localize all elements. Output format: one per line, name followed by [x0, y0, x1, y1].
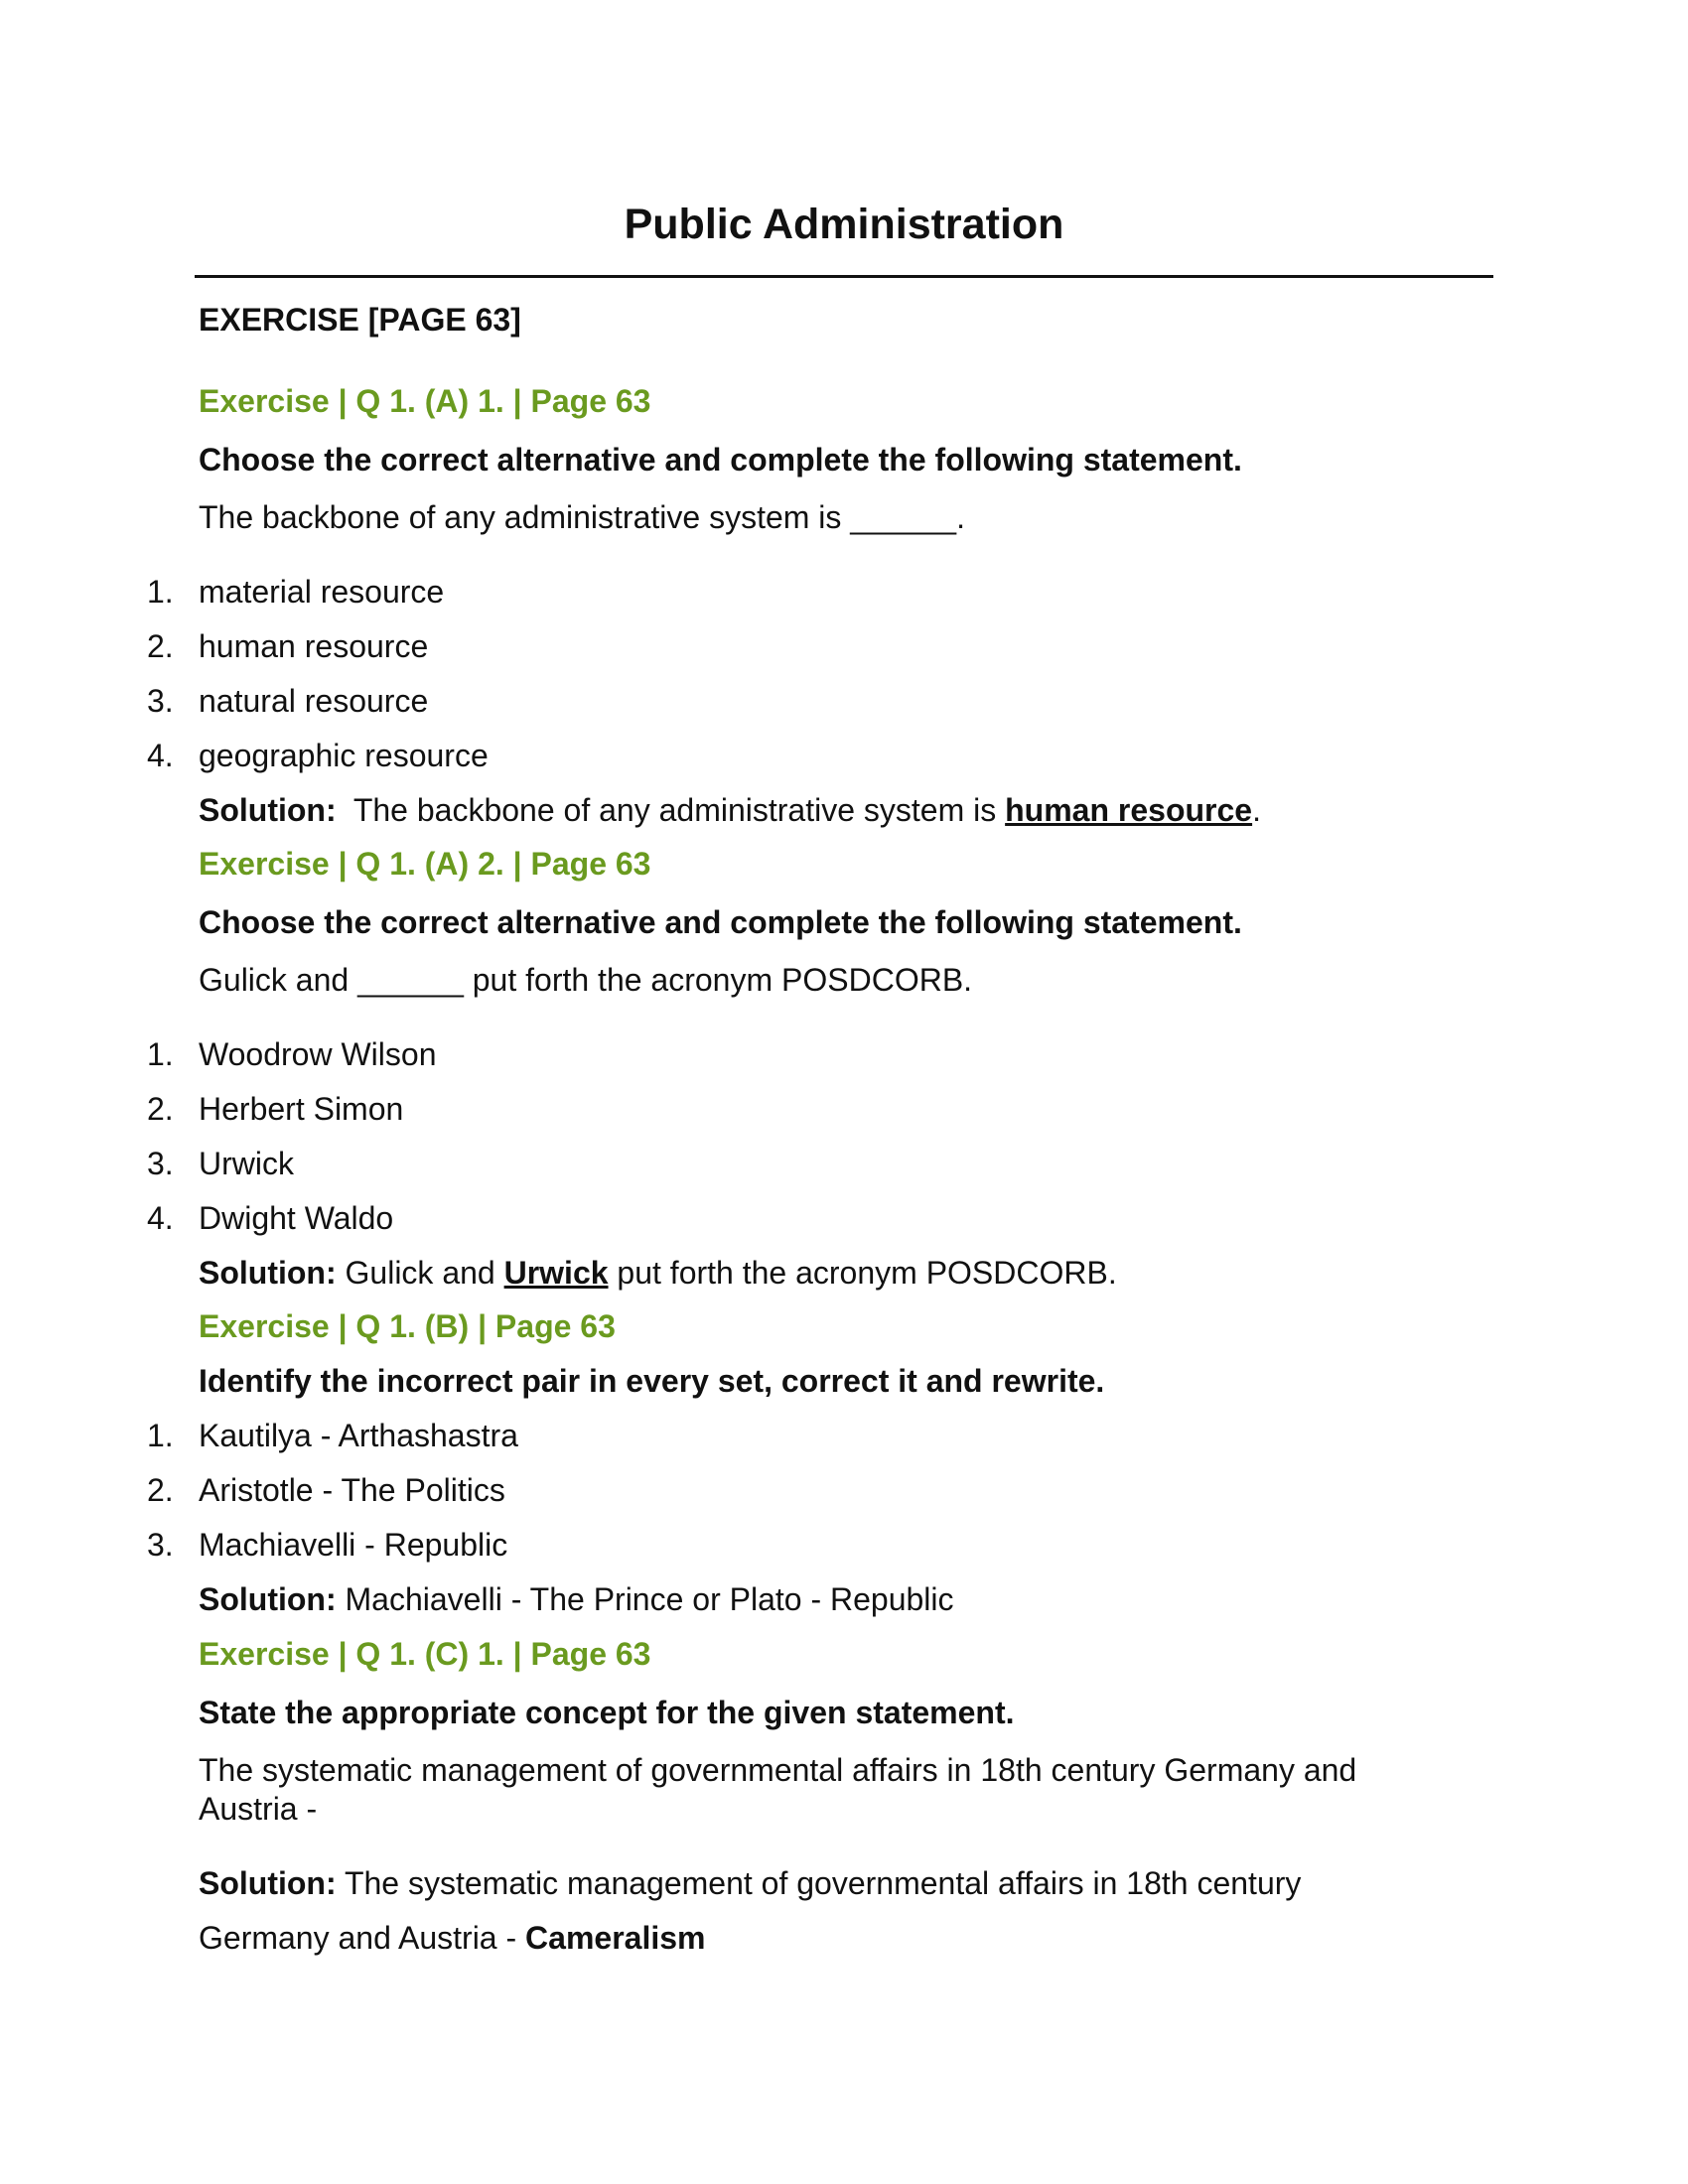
option-text: material resource: [199, 574, 445, 610]
q2-option-2: [147, 1089, 403, 1129]
option-number: 2.: [147, 1091, 174, 1127]
q4-statement-line-2: Austria -: [199, 1791, 318, 1827]
solution-text: The systematic management of governmental affairs in 18th century: [344, 1865, 1302, 1901]
option-number: 1.: [147, 574, 174, 610]
title-divider: [195, 275, 1493, 278]
solution-text: Gulick and: [345, 1255, 504, 1291]
page-title: Public Administration: [624, 201, 1064, 248]
option-number: 3.: [147, 1527, 174, 1563]
option-text: Dwight Waldo: [199, 1200, 394, 1236]
q4-solution-line-2: [199, 1918, 705, 1958]
q1-solution: [199, 790, 1261, 830]
option-text: Kautilya - Arthashastra: [199, 1418, 518, 1453]
section-heading: EXERCISE [PAGE 63]: [199, 302, 521, 338]
option-text: geographic resource: [199, 738, 489, 773]
q3-solution: [199, 1579, 954, 1619]
solution-text: Germany and Austria -: [199, 1920, 526, 1956]
option-text: Aristotle - The Politics: [199, 1472, 505, 1508]
q3-option-3: [147, 1525, 507, 1565]
q4-statement-line-1: The systematic management of governmental affairs in 18th century Germany and: [199, 1752, 1357, 1788]
solution-text-end: .: [1252, 792, 1261, 828]
q3-prompt: Identify the incorrect pair in every set, correct it and rewrite.: [199, 1363, 1105, 1399]
solution-label: Solution:: [199, 1865, 337, 1901]
solution-label: Solution:: [199, 1255, 337, 1291]
q1-option-1: [147, 572, 444, 612]
q2-statement: Gulick and ______ put forth the acronym POSDCORB.: [199, 962, 973, 998]
option-number: 4.: [147, 1200, 174, 1236]
q2-option-3: [147, 1144, 294, 1183]
q2-prompt: Choose the correct alternative and complete the following statement.: [199, 904, 1242, 940]
q4-prompt: State the appropriate concept for the given statement.: [199, 1695, 1015, 1730]
solution-label: Solution:: [199, 1581, 337, 1617]
q2-option-4: [147, 1198, 393, 1238]
option-text: human resource: [199, 628, 429, 664]
solution-answer: human resource: [1005, 792, 1253, 828]
q4-heading: Exercise | Q 1. (C) 1. | Page 63: [199, 1636, 651, 1672]
q4-solution-line-1: [199, 1863, 1301, 1903]
option-number: 2.: [147, 1472, 174, 1508]
q3-option-1: [147, 1416, 518, 1455]
q1-prompt: Choose the correct alternative and complete the following statement.: [199, 442, 1242, 478]
q1-statement: The backbone of any administrative system is ______.: [199, 499, 965, 535]
solution-text: The backbone of any administrative system is: [352, 792, 1006, 828]
option-text: Machiavelli - Republic: [199, 1527, 508, 1563]
q3-heading: Exercise | Q 1. (B) | Page 63: [199, 1308, 616, 1344]
solution-answer: Urwick: [503, 1255, 609, 1291]
option-number: 3.: [147, 683, 174, 719]
q2-heading: Exercise | Q 1. (A) 2. | Page 63: [199, 846, 651, 882]
option-number: 3.: [147, 1146, 174, 1181]
q1-option-2: [147, 626, 428, 666]
solution-text-end: put forth the acronym POSDCORB.: [608, 1255, 1117, 1291]
q2-solution: [199, 1253, 1117, 1293]
option-number: 4.: [147, 738, 174, 773]
option-number: 2.: [147, 628, 174, 664]
solution-answer: Cameralism: [525, 1920, 706, 1956]
option-number: 1.: [147, 1418, 174, 1453]
option-text: Urwick: [199, 1146, 294, 1181]
option-number: 1.: [147, 1036, 174, 1072]
option-text: natural resource: [199, 683, 429, 719]
solution-label: Solution:: [199, 792, 337, 828]
q1-heading: Exercise | Q 1. (A) 1. | Page 63: [199, 383, 651, 419]
q3-option-2: [147, 1470, 505, 1510]
q1-option-3: [147, 681, 428, 721]
solution-text: Machiavelli - The Prince or Plato - Republic: [345, 1581, 954, 1617]
option-text: Woodrow Wilson: [199, 1036, 437, 1072]
q2-option-1: [147, 1034, 436, 1074]
option-text: Herbert Simon: [199, 1091, 404, 1127]
q1-option-4: [147, 736, 489, 775]
